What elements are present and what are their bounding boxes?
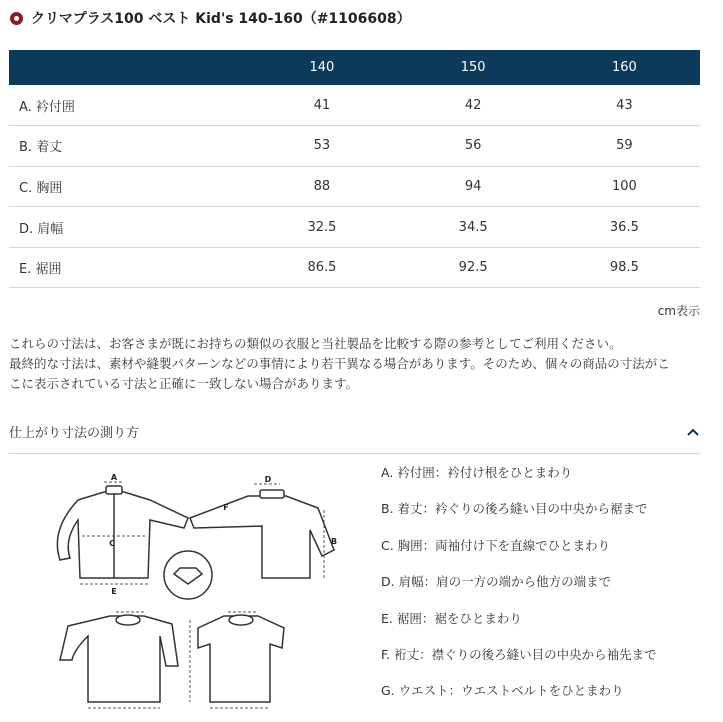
cell-value: 98.5	[549, 247, 700, 288]
table-row	[9, 85, 700, 126]
size-disclaimer	[9, 334, 709, 394]
product-title: クリマプラス100 ベスト Kid's 140-160（#1106608）	[31, 11, 411, 27]
cell-value: 92.5	[398, 247, 549, 288]
size-header-140: 140	[246, 50, 397, 85]
shirt-front-illustration	[60, 615, 178, 702]
definition-item: D. 肩幅：肩の一方の端から他方の端まで	[381, 574, 612, 590]
collar-detail-illustration	[164, 551, 212, 599]
table-row	[9, 126, 700, 167]
label-c: C	[109, 539, 115, 548]
row-label: A. 衿付囲	[9, 85, 246, 126]
cell-value: 42	[398, 85, 549, 126]
cell-value: 86.5	[246, 247, 397, 288]
table-row	[9, 166, 700, 207]
row-label: E. 裾囲	[9, 247, 246, 288]
measurement-definitions	[381, 462, 711, 717]
definition-item: G. ウエスト：ウエストベルトをひとまわり	[381, 683, 624, 699]
size-header-160: 160	[549, 50, 700, 85]
size-table-header-row	[9, 50, 700, 85]
cell-value: 43	[549, 85, 700, 126]
row-label: B. 着丈	[9, 126, 246, 167]
bullet-circle-icon	[10, 12, 23, 25]
cell-value: 34.5	[398, 207, 549, 248]
cell-value: 100	[549, 166, 700, 207]
measurement-title: 仕上がり寸法の測り方	[9, 426, 140, 441]
disclaimer-line: これらの寸法は、お客さまが既にお持ちの類似の衣服と当社製品を比較する際の参考としてご利用ください。	[9, 336, 622, 351]
shirt-back-illustration	[198, 615, 284, 702]
cell-value: 32.5	[246, 207, 397, 248]
definition-item: E. 裾囲：裾をひとまわり	[381, 610, 522, 626]
cell-value: 59	[549, 126, 700, 167]
disclaimer-line: こに表示されている寸法と正確に一致しない場合があります。	[9, 376, 359, 391]
size-header-150: 150	[398, 50, 549, 85]
row-label: C. 胸囲	[9, 166, 246, 207]
measurement-diagram	[48, 470, 348, 722]
cell-value: 53	[246, 126, 397, 167]
cell-value: 88	[246, 166, 397, 207]
product-title-row	[10, 8, 411, 28]
definition-item: A. 衿付囲：衿付け根をひとまわり	[381, 465, 573, 480]
jacket-back-illustration	[190, 490, 334, 578]
cell-value: 94	[398, 166, 549, 207]
definition-item: B. 着丈：衿ぐりの後ろ縫い目の中央から裾まで	[381, 501, 648, 517]
table-row	[9, 207, 700, 248]
table-row	[9, 247, 700, 288]
disclaimer-line: 最終的な寸法は、素材や縫製パターンなどの事情により若干異なる場合があります。そのため、個々の商品の寸法がこ	[9, 356, 670, 371]
size-header-blank	[9, 50, 246, 85]
label-d: D	[264, 475, 272, 484]
label-b: B	[330, 537, 338, 546]
cell-value: 56	[398, 126, 549, 167]
label-f: F	[223, 503, 229, 512]
definition-item: C. 胸囲：両袖付け下を直線でひとまわり	[381, 537, 611, 553]
cell-value: 36.5	[549, 207, 700, 248]
measurement-accordion-header[interactable]	[9, 410, 700, 454]
size-table	[9, 50, 700, 288]
definition-item: F. 裄丈：襟ぐりの後ろ縫い目の中央から袖先まで	[381, 646, 657, 662]
chevron-up-icon[interactable]	[686, 425, 700, 439]
label-e: E	[111, 587, 117, 596]
cell-value: 41	[246, 85, 397, 126]
row-label: D. 肩幅	[9, 207, 246, 248]
unit-note: cm表示	[657, 304, 700, 318]
label-a: A	[110, 473, 118, 482]
